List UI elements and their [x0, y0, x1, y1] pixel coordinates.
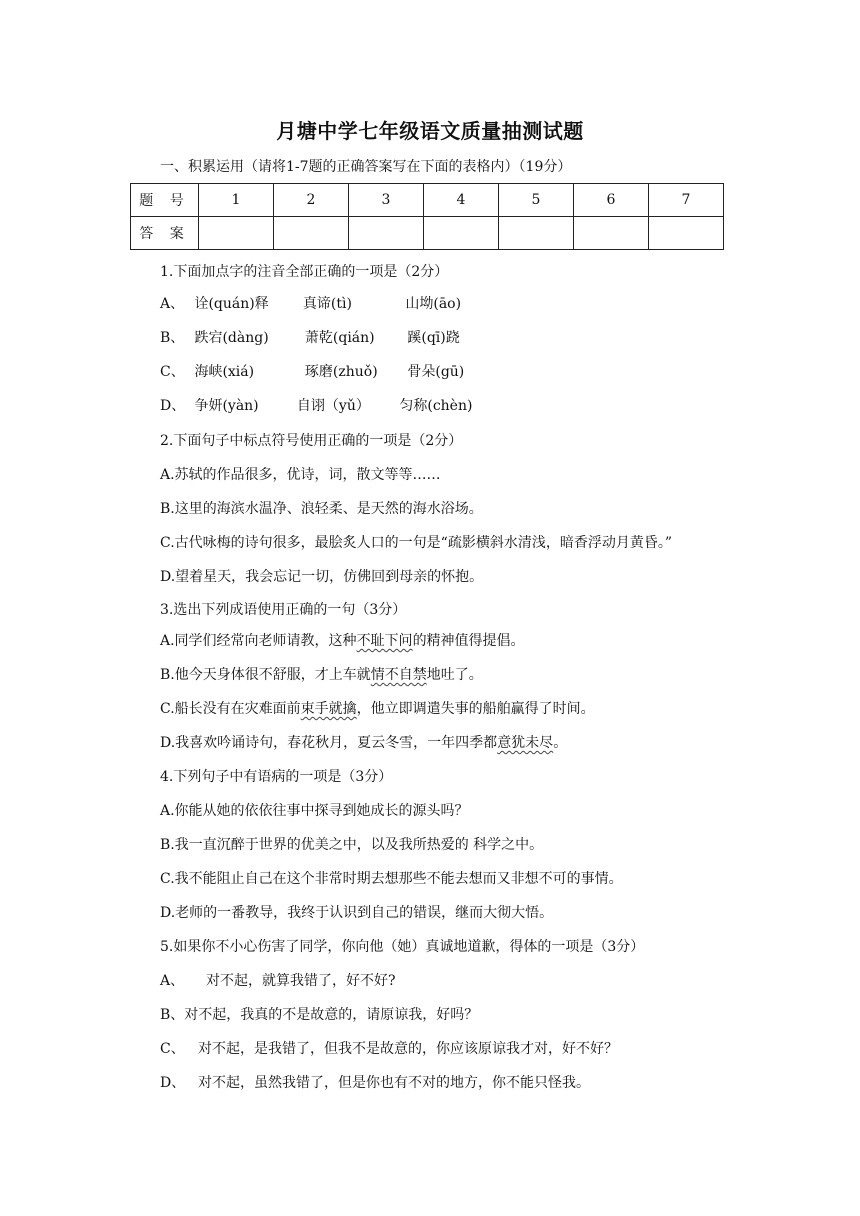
- option-b: [160, 328, 460, 348]
- option-letter: C、: [160, 364, 185, 380]
- option-text: D.我喜欢吟诵诗句，春花秋月，夏云冬雪，一年四季都: [160, 735, 498, 751]
- question-stem: 2.下面句子中标点符号使用正确的一项是（2分）: [160, 433, 463, 449]
- option-word: 争妍(yàn): [194, 398, 259, 414]
- option-c: [160, 362, 464, 382]
- option-c: C.我不能阻止自己在这个非常时期去想那些不能去想而又非想不可的事情。: [160, 871, 623, 887]
- question-stem: 3.选出下列成语使用正确的一句（3分）: [160, 602, 407, 618]
- option-b: [160, 1005, 478, 1025]
- question-number-cell: 4: [424, 184, 499, 217]
- answer-cell[interactable]: [274, 217, 349, 250]
- answer-cell[interactable]: [649, 217, 724, 250]
- idiom-underlined: 束手就擒: [300, 701, 357, 717]
- answer-cell[interactable]: [349, 217, 424, 250]
- option-b: [160, 665, 483, 685]
- table-header-cell: 答 案: [131, 217, 199, 250]
- question-number-cell: 7: [649, 184, 724, 217]
- option-c: [160, 699, 595, 719]
- option-a: A.苏轼的作品很多，优诗，词，散文等等……: [160, 467, 441, 483]
- option-text: ，他立即调遣失事的船舶赢得了时间。: [356, 701, 595, 717]
- option-letter: C、: [160, 1041, 185, 1057]
- option-b: B.这里的海滨水温净、浪轻柔、是天然的海水浴场。: [160, 501, 483, 517]
- option-letter: B、: [160, 330, 185, 346]
- answer-cell[interactable]: [424, 217, 499, 250]
- option-text: C.船长没有在灾难面前: [160, 701, 301, 717]
- option-a: [160, 971, 396, 991]
- option-d: [160, 733, 567, 753]
- answer-cell[interactable]: [574, 217, 649, 250]
- page-title: 月塘中学七年级语文质量抽测试题: [276, 119, 584, 143]
- option-word: 真谛(tì): [302, 296, 352, 312]
- option-text: 的精神值得提倡。: [412, 633, 525, 649]
- answer-cell[interactable]: [199, 217, 274, 250]
- option-word: 骨朵(gū): [407, 364, 465, 380]
- option-word: 自诩（yǔ）: [296, 398, 370, 414]
- question-number-cell: 3: [349, 184, 424, 217]
- option-letter: D、: [160, 1075, 186, 1091]
- option-c: C.古代咏梅的诗句很多，最脍炙人口的一句是“疏影横斜水清浅，暗香浮动月黄昏。”: [160, 535, 672, 551]
- option-word: 海峡(xiá): [194, 364, 255, 380]
- option-d: [160, 396, 472, 416]
- option-letter: A、: [160, 296, 185, 312]
- option-word: 琢磨(zhuǒ): [304, 364, 378, 380]
- answer-cell[interactable]: [499, 217, 574, 250]
- option-letter: A、: [160, 973, 185, 989]
- option-b: B.我一直沉醉于世界的优美之中，以及我所热爱的 科学之中。: [160, 837, 544, 853]
- option-d: D.老师的一番教导，我终于认识到自己的错误，继而大彻大悟。: [160, 905, 554, 921]
- option-letter: D、: [160, 398, 186, 414]
- option-text: 对不起，虽然我错了，但是你也有不对的地方，你不能只怪我。: [198, 1075, 590, 1091]
- option-word: 诠(quán)释: [194, 296, 269, 312]
- option-text: 对不起，是我错了，但我不是故意的，你应该原谅我才对，好不好？: [198, 1041, 618, 1057]
- idiom-underlined: 情不自禁: [370, 667, 427, 683]
- answer-table: [130, 183, 724, 250]
- option-a: [160, 631, 525, 651]
- option-text: 地吐了。: [426, 667, 483, 683]
- idiom-underlined: 意犹未尽: [497, 735, 554, 751]
- question-number-cell: 2: [274, 184, 349, 217]
- option-text: 对不起，就算我错了，好不好?: [206, 973, 396, 989]
- option-text: 对不起，我真的不是故意的，请原谅我，好吗？: [184, 1007, 479, 1023]
- table-header-cell: 题 号: [131, 184, 199, 217]
- option-a: A.你能从她的依依往事中探寻到她成长的源头吗？: [160, 803, 469, 819]
- question-number-cell: 5: [499, 184, 574, 217]
- question-stem: 4.下列句子中有语病的一项是（3分）: [160, 769, 393, 785]
- option-d: [160, 1073, 590, 1093]
- option-text: B.他今天身体很不舒服，才上车就: [160, 667, 371, 683]
- option-c: [160, 1039, 618, 1059]
- section-heading: 一、积累运用（请将1-7题的正确答案写在下面的表格内）（19分）: [160, 159, 572, 175]
- option-letter: B、: [160, 1007, 185, 1023]
- table-row: [131, 217, 724, 250]
- option-a: [160, 294, 461, 314]
- question-number-cell: 6: [574, 184, 649, 217]
- question-stem: 1.下面加点字的注音全部正确的一项是（2分）: [160, 264, 449, 280]
- idiom-underlined: 不耻下问: [356, 633, 413, 649]
- option-word: 匀称(chèn): [399, 398, 473, 414]
- option-text: A.同学们经常向老师请教，这种: [160, 633, 357, 649]
- option-word: 蹊(qī)跷: [407, 330, 460, 346]
- question-stem: 5.如果你不小心伤害了同学，你向他（她）真诚地道歉，得体的一项是（3分）: [160, 939, 645, 955]
- table-row: [131, 184, 724, 217]
- question-number-cell: 1: [199, 184, 274, 217]
- option-word: 跌宕(dàng): [194, 330, 269, 346]
- option-text: 。: [553, 735, 568, 751]
- option-d: D.望着星天，我会忘记一切，仿佛回到母亲的怀抱。: [160, 569, 484, 585]
- option-word: 山坳(āo): [405, 296, 462, 312]
- option-word: 萧乾(qián): [304, 330, 375, 346]
